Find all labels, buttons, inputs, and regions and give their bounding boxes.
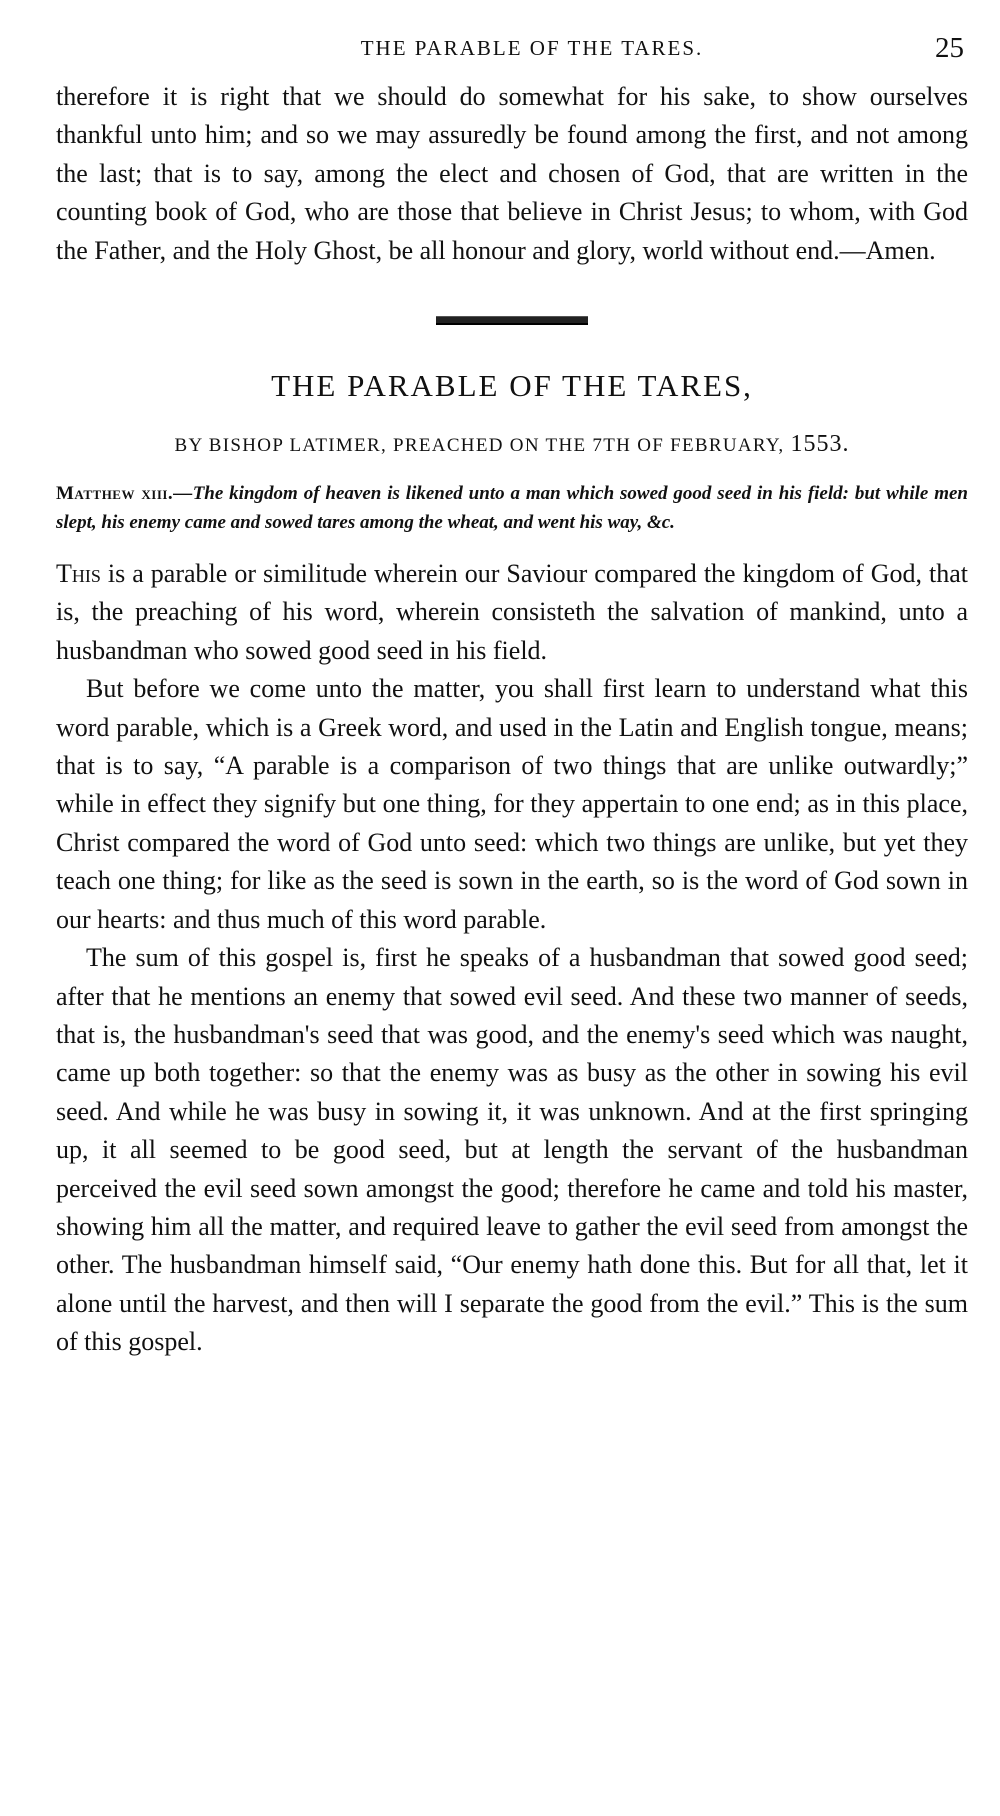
section-divider-rule [436, 316, 588, 325]
page-number: 25 [935, 32, 964, 64]
running-head-title: THE PARABLE OF THE TARES. [360, 36, 704, 60]
book-page [56, 30, 968, 1362]
sermon-title: THE PARABLE OF THE TARES, [271, 368, 753, 404]
sermon-byline [56, 429, 968, 461]
byline-year: 1553. [790, 431, 850, 458]
paragraph-1-text: is a parable or similitude wherein our Saviour compared the kingdom of God, that is, the preaching of his word, wherein consisteth the salvation of mankind, unto a husbandman who sowed good seed in his field. [56, 559, 968, 665]
byline-text: BY BISHOP LATIMER, PREACHED ON THE 7TH OF FEBRUARY, [174, 435, 785, 457]
sermon-paragraph-2: But before we come unto the matter, you shall first learn to understand what this word parable, which is a Greek word, and used in the Latin and English tongue, means; that is to say, “A parable is a comparison of two things that are unlike outwardly;” while in effect they signify but one thing, for they appertain to one end; as in this place, Christ compared the word of God unto seed: which two things are unlike, but yet they teach one thing; for like as the seed is sown in the earth, so is the word of God sown in our hearts: and thus much of this word parable. [56, 674, 968, 934]
carryover-paragraph: therefore it is right that we should do somewhat for his sake, to show ourselves thankful unto him; and so we may assuredly be found among the first, and not among the last; that is to say, among the elect and chosen of God, that are written in the counting book of God, who are those that believe in Christ Jesus; to whom, with God the Father, and the Holy Ghost, be all honour and glory, world without end.—Amen. [56, 82, 968, 265]
running-head [56, 30, 968, 66]
epigraph-text: The kingdom of heaven is likened unto a man which sowed good seed in his field: but while men slept, his enemy came and sowed tares among the wheat, and went his way, &c. [56, 483, 968, 534]
scripture-epigraph [56, 479, 968, 537]
sermon-paragraph-3: The sum of this gospel is, first he speaks of a husbandman that sowed good seed; after that he mentions an enemy that sowed evil seed. And these two manner of seeds, that is, the husbandman's seed that was good, and the enemy's seed which was naught, came up both together: so that the enemy was as busy as the other in sowing his evil seed. And while he was busy in sowing it, it was unknown. And at the first springing up, it all seemed to be good seed, but at length the servant of the husbandman perceived the evil seed sown amongst the good; therefore he came and told his master, showing him all the matter, and required leave to gather the evil seed from amongst the other. The husbandman himself said, “Our enemy hath done this. But for all that, let it alone until the harvest, and then will I separate the good from the evil.” This is the sum of this gospel. [56, 943, 968, 1357]
epigraph-reference: Matthew xiii.— [56, 483, 193, 505]
sermon-paragraph-1 [56, 555, 968, 670]
opening-word: This [56, 559, 101, 589]
